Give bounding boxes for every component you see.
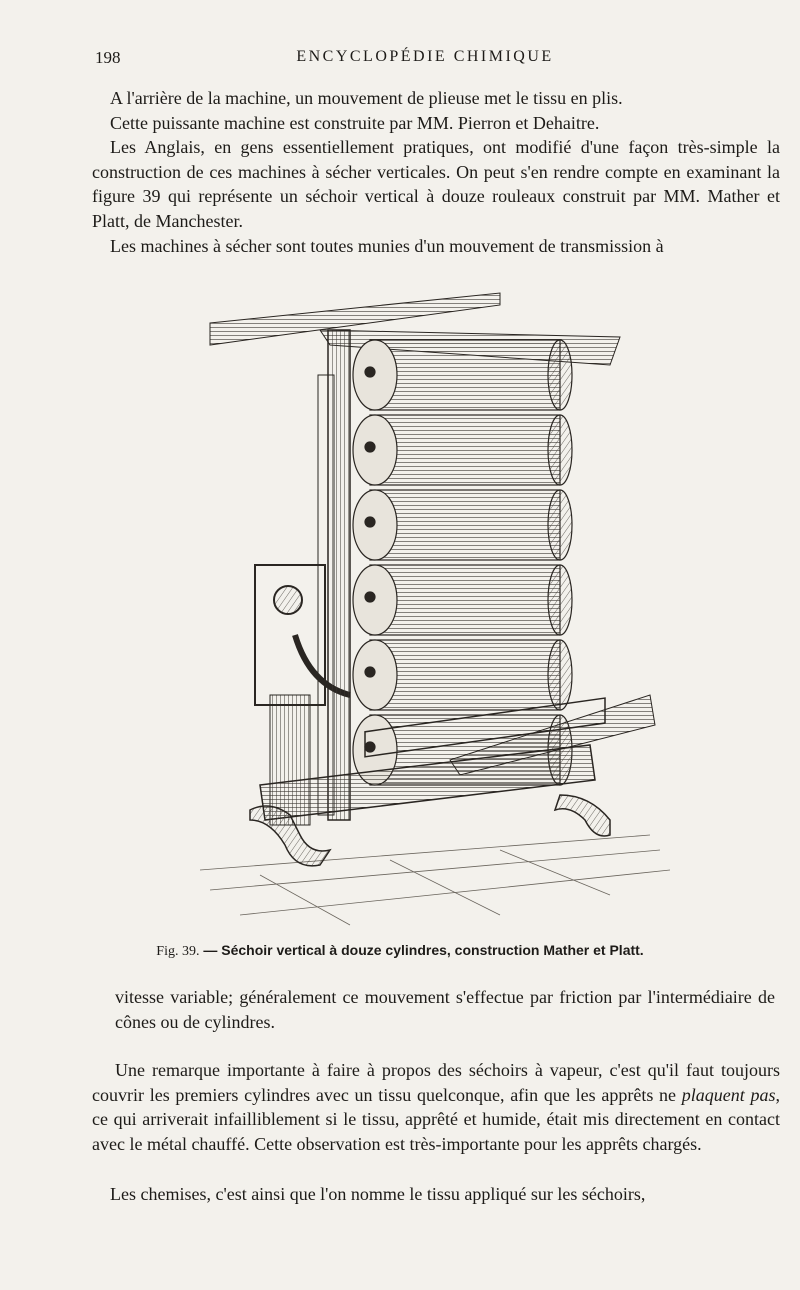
page-header bbox=[95, 48, 755, 72]
figure-caption-text: — Séchoir vertical à douze cylindres, construction Mather et Platt. bbox=[199, 942, 644, 958]
paragraph-5: vitesse variable; généralement ce mouvement s'effectue par friction par l'intermédiaire de cônes ou de cylindres. bbox=[115, 987, 775, 1032]
paragraph-6-part-2: , ce qui arriverait infailliblement si le tissu, apprêté et humide, était mis directement en contact avec le métal chauffé. Cette observation est très-importante pour les apprêts chargés. bbox=[92, 1084, 781, 1154]
figure-engraving bbox=[200, 275, 670, 935]
paragraph-4: Les machines à sécher sont toutes munies d'un mouvement de transmission à bbox=[110, 236, 664, 256]
emphasis-text: plaquent pas bbox=[681, 1084, 776, 1105]
figure-caption bbox=[0, 942, 800, 960]
paragraph-6-part-1: Une remarque importante à faire à propos des séchoirs à vapeur, c'est qu'il faut toujours couvrir les premiers cylindres avec un tissu quelconque, afin que les apprêts ne bbox=[92, 1060, 780, 1105]
drying-machine-illustration bbox=[200, 275, 670, 935]
paragraph-6 bbox=[92, 1058, 780, 1156]
page-number: 198 bbox=[95, 48, 121, 67]
paragraph-2: Cette puissante machine est construite par MM. Pierron et Dehaitre. bbox=[110, 113, 600, 133]
paragraph-7: Les chemises, c'est ainsi que l'on nomme le tissu appliqué sur les séchoirs, bbox=[110, 1184, 646, 1204]
paragraph-1: A l'arrière de la machine, un mouvement de plieuse met le tissu en plis. bbox=[110, 88, 623, 108]
paragraph-3: Les Anglais, en gens essentiellement pratiques, ont modifié d'une façon très-simple la construction de ces machines à sécher verticales. On peut s'en rendre compte en examinant la figure 39 qui représente un séchoir vertical à douze rouleaux construit par MM. Mather et Platt, de Manchester. bbox=[92, 137, 780, 231]
running-title: ENCYCLOPÉDIE CHIMIQUE bbox=[296, 48, 554, 65]
figure-label: Fig. 39. bbox=[156, 944, 200, 959]
